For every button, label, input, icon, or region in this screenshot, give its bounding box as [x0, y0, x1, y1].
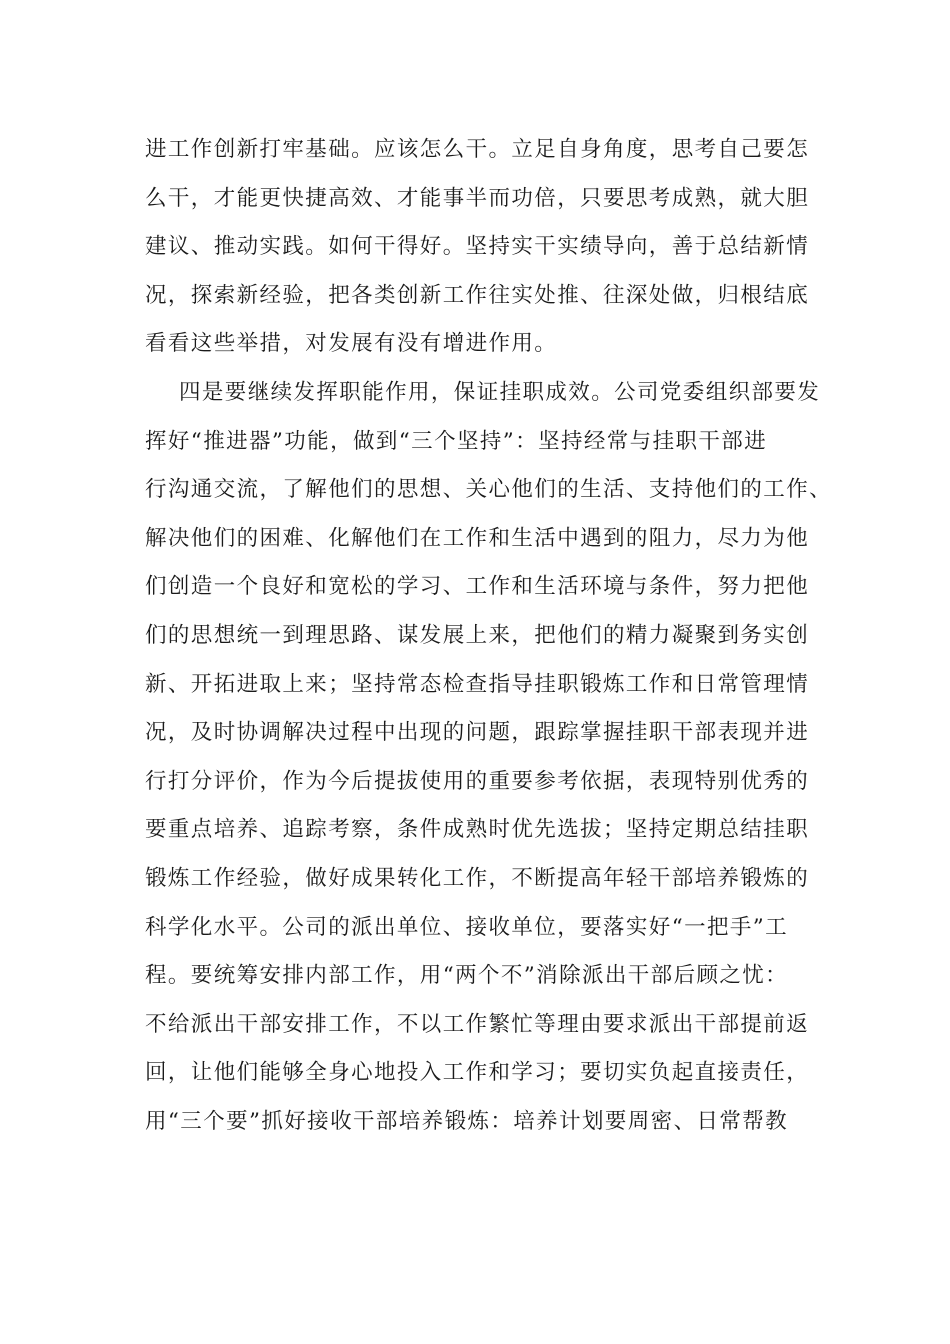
text-line: 解决他们的困难、化解他们在工作和生活中遇到的阻力，尽力为他 — [145, 525, 810, 551]
text-line: 们创造一个良好和宽松的学习、工作和生活环境与条件，努力把他 — [145, 574, 810, 600]
body-text — [145, 126, 833, 1146]
text-line: 进工作创新打牢基础。应该怎么干。立足自身角度，思考自己要怎 — [145, 137, 810, 162]
text-line: 不给派出干部安排工作，不以工作繁忙等理由要求派出干部提前返 — [145, 1011, 810, 1037]
text-line: 么干，才能更快捷高效、才能事半而功倍，只要思考成熟，就大胆 — [145, 185, 810, 211]
text-line: 行沟通交流，了解他们的思想、关心他们的生活、支持他们的工作、 — [145, 477, 833, 503]
text-line: 锻炼工作经验，做好成果转化工作，不断提高年轻干部培养锻炼的 — [145, 865, 810, 891]
text-line: 们的思想统一到理思路、谋发展上来，把他们的精力凝聚到务实创 — [145, 622, 810, 648]
text-line: 新、开拓进取上来；坚持常态检查指导挂职锻炼工作和日常管理情 — [145, 671, 810, 697]
text-line: 建议、推动实践。如何干得好。坚持实干实绩导向，善于总结新情 — [145, 234, 810, 260]
text-line: 回，让他们能够全身心地投入工作和学习；要切实负起直接责任， — [145, 1060, 810, 1086]
text-line: 要重点培养、追踪考察，条件成熟时优先选拔；坚持定期总结挂职 — [145, 817, 810, 843]
paragraph-start-line: 四是要继续发挥职能作用，保证挂职成效。公司党委组织部要发 — [179, 379, 821, 405]
text-line: 挥好“推进器”功能，做到“三个坚持”：坚持经常与挂职干部进 — [145, 428, 768, 454]
text-line: 程。要统筹安排内部工作，用“两个不”消除派出干部后顾之忧： — [145, 963, 789, 989]
text-line: 用“三个要”抓好接收干部培养锻炼：培养计划要周密、日常帮教 — [145, 1108, 789, 1134]
text-line: 况，探索新经验，把各类创新工作往实处推、往深处做，归根结底 — [145, 282, 810, 308]
text-line: 科学化水平。公司的派出单位、接收单位，要落实好“一把手”工 — [145, 914, 789, 940]
text-line: 行打分评价，作为今后提拔使用的重要参考依据，表现特别优秀的 — [145, 768, 810, 794]
text-line: 况，及时协调解决过程中出现的问题，跟踪掌握挂职干部表现并进 — [145, 720, 810, 746]
text-line: 看看这些举措，对发展有没有增进作用。 — [145, 331, 558, 357]
